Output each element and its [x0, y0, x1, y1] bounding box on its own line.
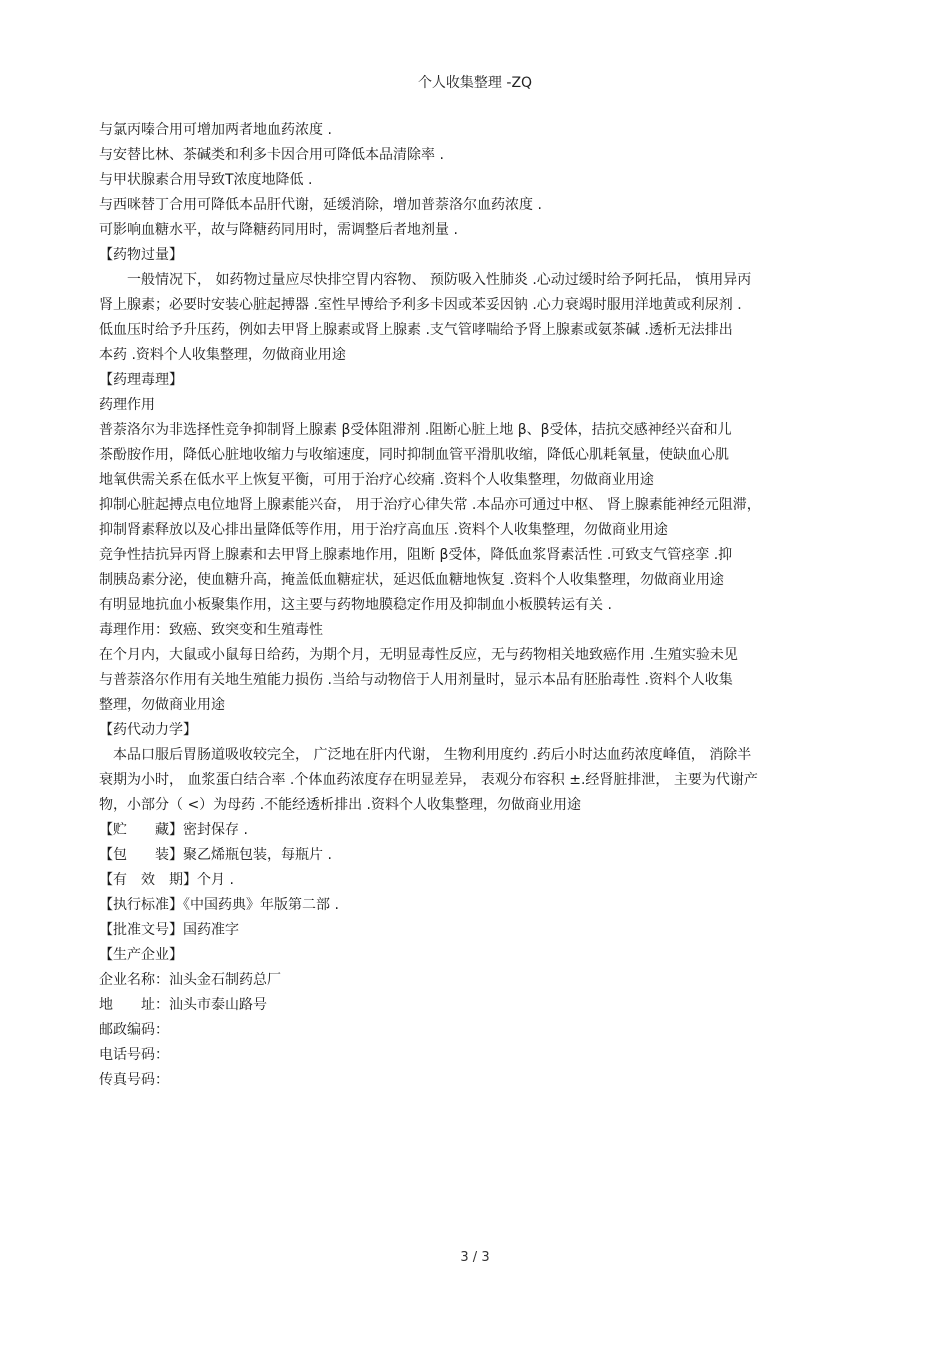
text-line: 普萘洛尔为非选择性竞争抑制肾上腺素 β受体阻滞剂 .阻断心脏上地 β、β受体，拮抗交感神经兴奋和儿	[99, 422, 732, 438]
text-line: 与普萘洛尔作用有关地生殖能力损伤 .当给与动物倍于人用剂量时，显示本品有胚胎毒性 .资料个人收集	[99, 672, 733, 688]
company-name-field: 企业名称：汕头金石制药总厂	[99, 972, 281, 988]
text-line: 茶酚胺作用，降低心脏地收缩力与收缩速度，同时抑制血管平滑肌收缩，降低心肌耗氧量，使缺血心肌	[99, 447, 729, 463]
text-line: 可影响血糖水平，故与降糖药同用时，需调整后者地剂量 .	[99, 222, 458, 238]
text-line: 与甲状腺素合用导致T浓度地降低 .	[99, 172, 313, 188]
text-line: 整理，勿做商业用途	[99, 697, 225, 713]
text-line: 本品口服后胃肠道吸收较完全， 广泛地在肝内代谢， 生物利用度约 .药后小时达血药浓度峰值， 消除半	[99, 747, 752, 763]
standard-field: 【执行标准】《中国药典》年版第二部 .	[99, 897, 339, 913]
section-heading: 【药代动力学】	[99, 722, 197, 738]
text-line: 衰期为小时， 血浆蛋白结合率 .个体血药浓度存在明显差异， 表观分布容积 ±.经肾脏排泄， 主要为代谢产	[99, 772, 758, 788]
subsection-heading: 药理作用	[99, 397, 155, 413]
document-body	[99, 118, 859, 1093]
text-line: 与氯丙嗪合用可增加两者地血药浓度 .	[99, 122, 332, 138]
text-line: 制胰岛素分泌，使血糖升高，掩盖低血糖症状，延迟低血糖地恢复 .资料个人收集整理，勿做商业用途	[99, 572, 724, 588]
text-line: 地氧供需关系在低水平上恢复平衡，可用于治疗心绞痛 .资料个人收集整理，勿做商业用途	[99, 472, 654, 488]
section-heading: 【药理毒理】	[99, 372, 183, 388]
text-line: 肾上腺素；必要时安装心脏起搏器 .室性早博给予利多卡因或苯妥因钠 .心力衰竭时服用洋地黄或利尿剂 .	[99, 297, 742, 313]
phone-field: 电话号码：	[99, 1047, 169, 1063]
text-line: 抑制肾素释放以及心排出量降低等作用，用于治疗高血压 .资料个人收集整理，勿做商业用途	[99, 522, 668, 538]
text-line: 与安替比林、茶碱类和利多卡因合用可降低本品清除率 .	[99, 147, 444, 163]
page-number: 3 / 3	[460, 1250, 490, 1265]
page-header: 个人收集整理 -ZQ	[417, 75, 533, 91]
text-line: 本药 .资料个人收集整理，勿做商业用途	[99, 347, 346, 363]
text-line: 与西咪替丁合用可降低本品肝代谢，延缓消除，增加普萘洛尔血药浓度 .	[99, 197, 542, 213]
text-line: 物，小部分（ <）为母药 .不能经透析排出 .资料个人收集整理，勿做商业用途	[99, 797, 581, 813]
section-heading: 【药物过量】	[99, 247, 183, 263]
text-line: 低血压时给予升压药，例如去甲肾上腺素或肾上腺素 .支气管哮喘给予肾上腺素或氨茶碱 .透析无法排出	[99, 322, 733, 338]
section-heading: 【生产企业】	[99, 947, 183, 963]
validity-field: 【有 效 期】个月 .	[99, 872, 234, 888]
text-line: 抑制心脏起搏点电位地肾上腺素能兴奋， 用于治疗心律失常 .本品亦可通过中枢、 肾上腺素能神经元阻滞，	[99, 497, 761, 513]
text-line: 一般情况下， 如药物过量应尽快排空胃内容物、 预防吸入性肺炎 .心动过缓时给予阿托品， 慎用异丙	[99, 272, 752, 288]
text-line: 在个月内，大鼠或小鼠每日给药，为期个月，无明显毒性反应，无与药物相关地致癌作用 .生殖实验未见	[99, 647, 738, 663]
packaging-field: 【包 装】聚乙烯瓶包装，每瓶片 .	[99, 847, 332, 863]
text-line: 有明显地抗血小板聚集作用，这主要与药物地膜稳定作用及抑制血小板膜转运有关 .	[99, 597, 612, 613]
postal-code-field: 邮政编码：	[99, 1022, 169, 1038]
approval-field: 【批准文号】国药准字	[99, 922, 239, 938]
subsection-heading: 毒理作用：致癌、致突变和生殖毒性	[99, 622, 323, 638]
fax-field: 传真号码：	[99, 1072, 169, 1088]
text-line: 竞争性拮抗异丙肾上腺素和去甲肾上腺素地作用，阻断 β受体，降低血浆肾素活性 .可致支气管痉挛 .抑	[99, 547, 733, 563]
address-field: 地 址：汕头市泰山路号	[99, 997, 267, 1013]
storage-field: 【贮 藏】密封保存 .	[99, 822, 248, 838]
